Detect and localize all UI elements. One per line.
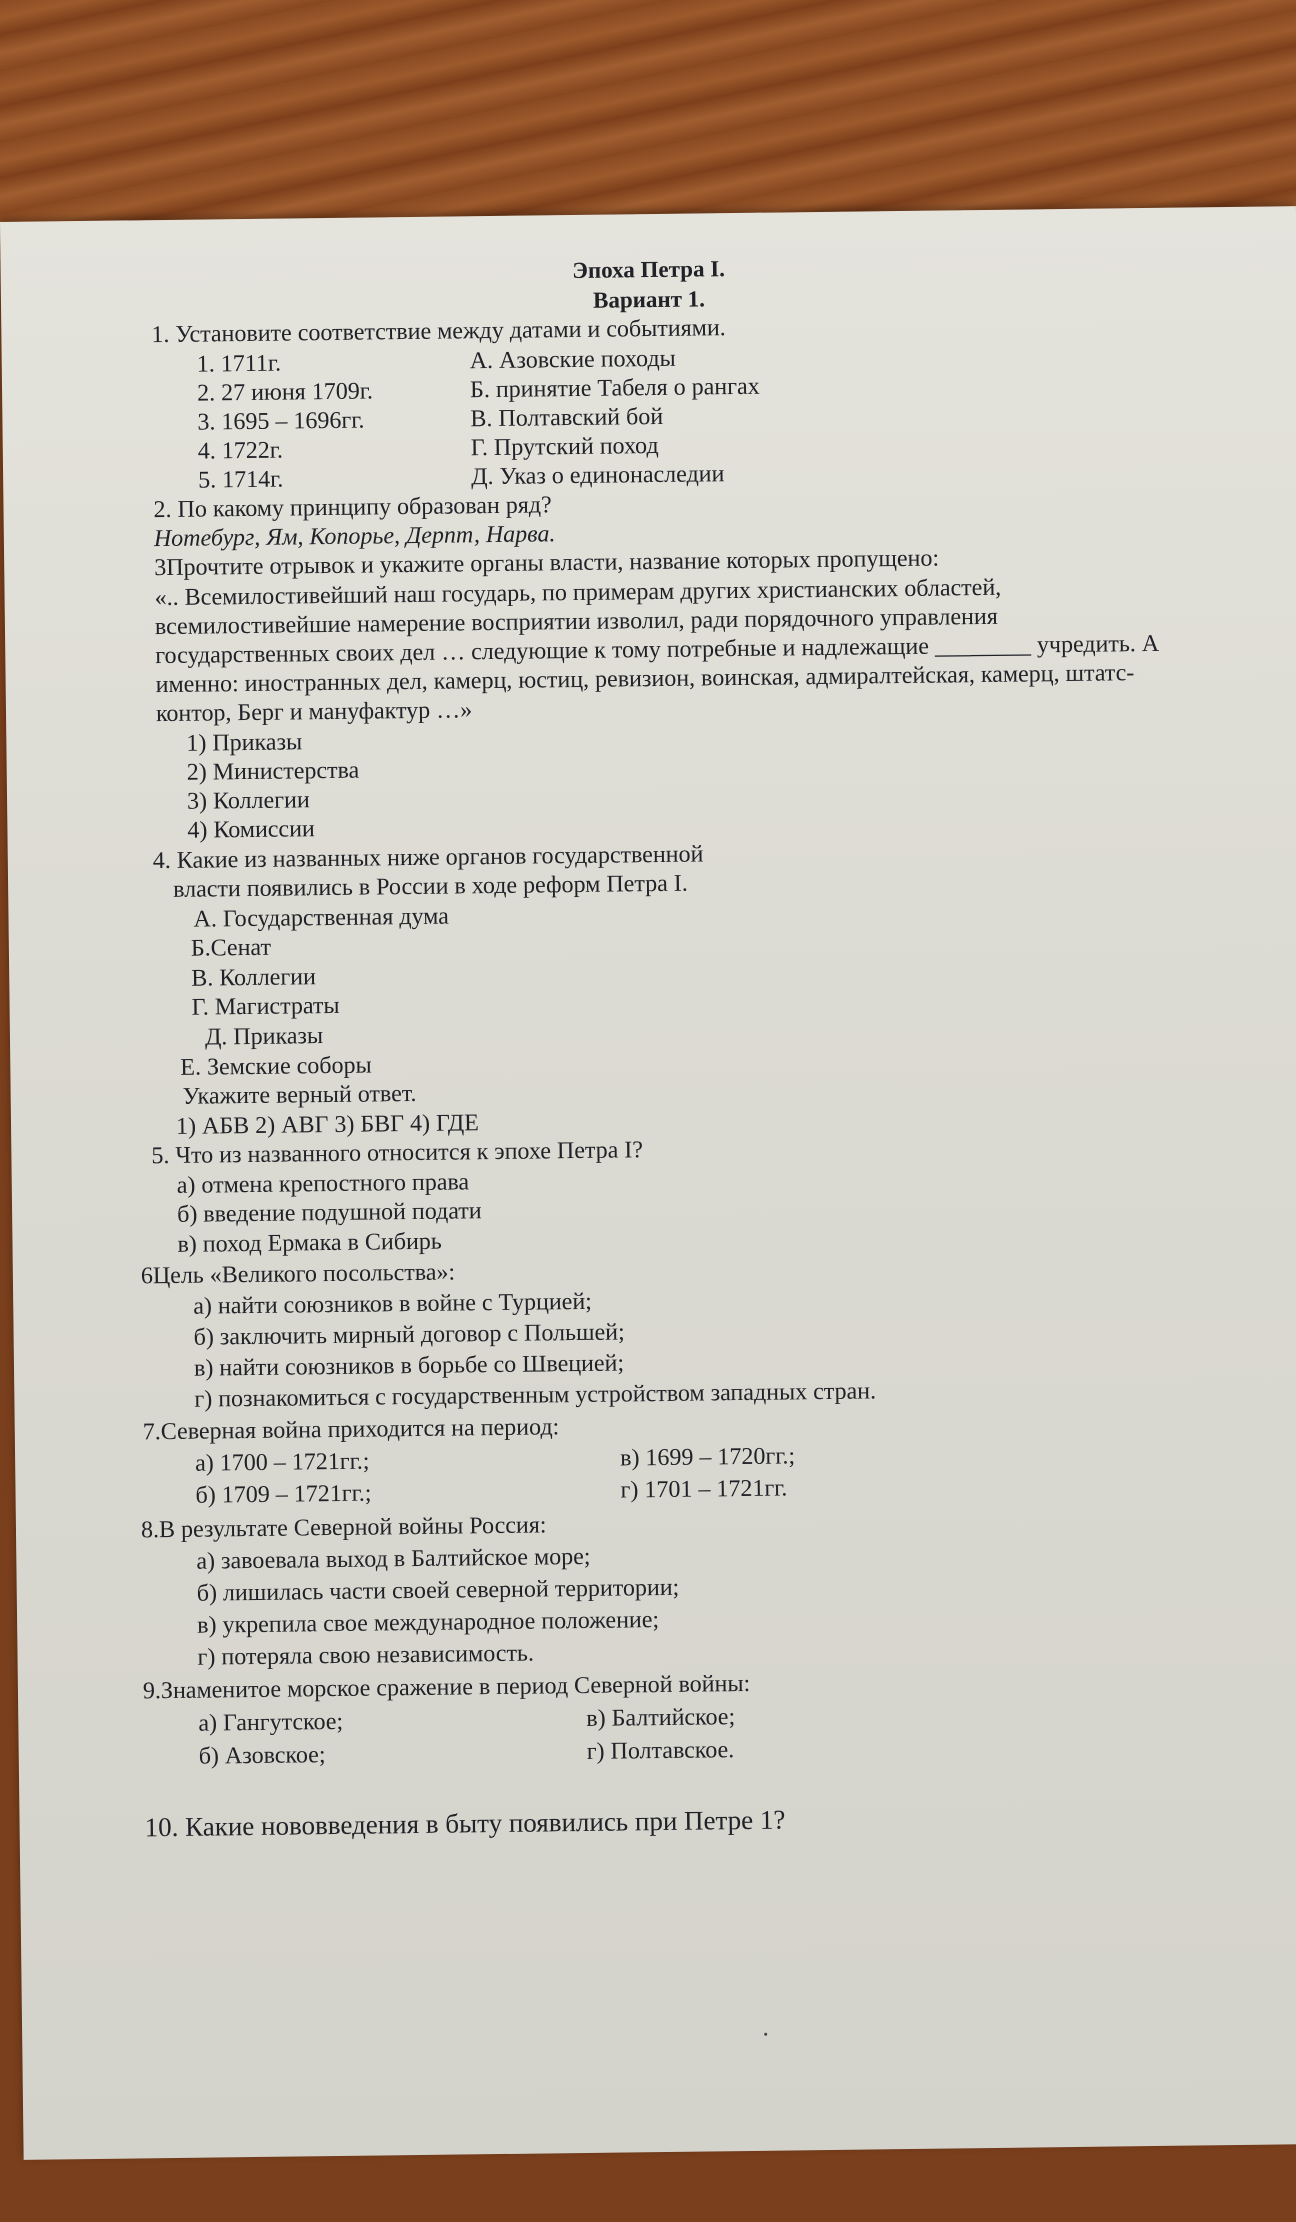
q4-option: Г. Магистраты bbox=[191, 992, 340, 1021]
q4-question: власти появились в России в ходе реформ Петра I. bbox=[173, 870, 688, 903]
q5-option: а) отмена крепостного права bbox=[176, 1169, 470, 1199]
q3-quote-line: именно: иностранных дел, камерц, юстиц, ревизион, воинская, адмиралтейская, камерц, штатс- bbox=[155, 660, 1135, 699]
q4-prompt: Укажите верный ответ. bbox=[182, 1080, 417, 1110]
q7-option: б) 1709 – 1721гг.; bbox=[195, 1480, 372, 1509]
q4-option: А. Государственная дума bbox=[193, 903, 450, 933]
q3-quote-line: всемилостивейшие намерение восприятии изволил, ради порядочного управления bbox=[154, 603, 998, 641]
q10-question: 10. Какие нововведения в быту появились при Петре 1? bbox=[144, 1804, 786, 1843]
q5-option: в) поход Ермака в Сибирь bbox=[177, 1228, 442, 1258]
q6-option: г) познакомиться с государственным устройством западных стран. bbox=[194, 1378, 877, 1413]
q1-event: Г. Прутский поход bbox=[470, 432, 659, 462]
q5-option: б) введение подушной подати bbox=[176, 1198, 482, 1228]
q9-question: 9.Знаменитое морское сражение в период Северной войны: bbox=[142, 1670, 751, 1705]
q3-quote-line: «.. Всемилостивейший наш государь, по примерам других христианских областей, bbox=[154, 574, 1002, 612]
q9-option: б) Азовское; bbox=[198, 1742, 326, 1770]
q3-option: 3) Коллегии bbox=[186, 787, 310, 815]
q7-option: г) 1701 – 1721гг. bbox=[620, 1475, 788, 1504]
q8-question: 8.В результате Северной войны Россия: bbox=[140, 1512, 547, 1544]
q4-answers: 1) АБВ 2) АВГ 3) БВГ 4) ГДЕ bbox=[175, 1110, 479, 1140]
q9-option: г) Полтавское. bbox=[586, 1737, 735, 1765]
q1-question: 1. Установите соответствие между датами и событиями. bbox=[151, 315, 726, 349]
worksheet-paper bbox=[0, 206, 1296, 2160]
q6-option: в) найти союзников в борьбе со Швецией; bbox=[193, 1350, 625, 1382]
paper-speck bbox=[764, 2033, 767, 2036]
q1-date: 2. 27 июня 1709г. bbox=[196, 378, 374, 407]
q1-date: 3. 1695 – 1696гг. bbox=[197, 407, 365, 436]
q8-option: а) завоевала выход в Балтийское море; bbox=[196, 1543, 591, 1575]
q2-row: Нотебург, Ям, Копорье, Дерпт, Нарва. bbox=[153, 521, 556, 553]
q1-date: 5. 1714г. bbox=[198, 466, 284, 494]
q8-option: в) укрепила свое международное положение; bbox=[197, 1607, 660, 1639]
q7-option: в) 1699 – 1720гг.; bbox=[619, 1443, 796, 1472]
q8-option: б) лишилась части своей северной территории; bbox=[196, 1574, 680, 1607]
worksheet-title: Эпоха Петра I. bbox=[572, 256, 726, 284]
q3-quote-line: контор, Берг и мануфактур …» bbox=[155, 697, 473, 728]
q6-question: 6Цель «Великого посольства»: bbox=[140, 1259, 456, 1290]
q4-option: Б.Сенат bbox=[190, 934, 272, 962]
q3-option: 4) Комиссии bbox=[187, 816, 315, 844]
q1-date: 1. 1711г. bbox=[196, 350, 282, 378]
q7-option: а) 1700 – 1721гг.; bbox=[195, 1448, 370, 1477]
q9-option: в) Балтийское; bbox=[586, 1704, 736, 1732]
q5-question: 5. Что из названного относится к эпохе Петра I? bbox=[151, 1137, 644, 1170]
q3-quote-line: государственных своих дел … следующие к тому потребные и надлежащие ________ учредить. А bbox=[155, 630, 1160, 670]
q6-option: б) заключить мирный договор с Польшей; bbox=[193, 1319, 625, 1351]
q3-option: 2) Министерства bbox=[186, 757, 360, 786]
q2-question: 2. По какому принципу образован ряд? bbox=[153, 492, 552, 524]
q6-option: а) найти союзников в войне с Турцией; bbox=[193, 1288, 593, 1320]
q1-event: А. Азовские походы bbox=[469, 345, 676, 375]
q4-option: Д. Приказы bbox=[204, 1023, 324, 1051]
q4-option: Е. Земские соборы bbox=[180, 1052, 372, 1081]
q7-question: 7.Северная война приходится на период: bbox=[142, 1414, 560, 1446]
worksheet-content bbox=[0, 206, 1296, 2222]
q1-event: Д. Указ о единонаследии bbox=[470, 461, 725, 491]
q1-date: 4. 1722г. bbox=[197, 437, 284, 465]
q8-option: г) потеряла свою независимость. bbox=[197, 1640, 535, 1671]
q1-event: Б. принятие Табеля о рангах bbox=[469, 373, 760, 404]
q9-option: а) Гангутское; bbox=[198, 1708, 344, 1737]
q3-option: 1) Приказы bbox=[186, 729, 303, 757]
q1-event: В. Полтавский бой bbox=[470, 403, 664, 433]
q3-question: 3Прочтите отрывок и укажите органы власти, название которых пропущено: bbox=[154, 545, 940, 582]
q4-question: 4. Какие из названных ниже органов государственной bbox=[152, 841, 704, 875]
q4-option: В. Коллегии bbox=[191, 964, 317, 992]
worksheet-variant: Вариант 1. bbox=[592, 286, 706, 313]
